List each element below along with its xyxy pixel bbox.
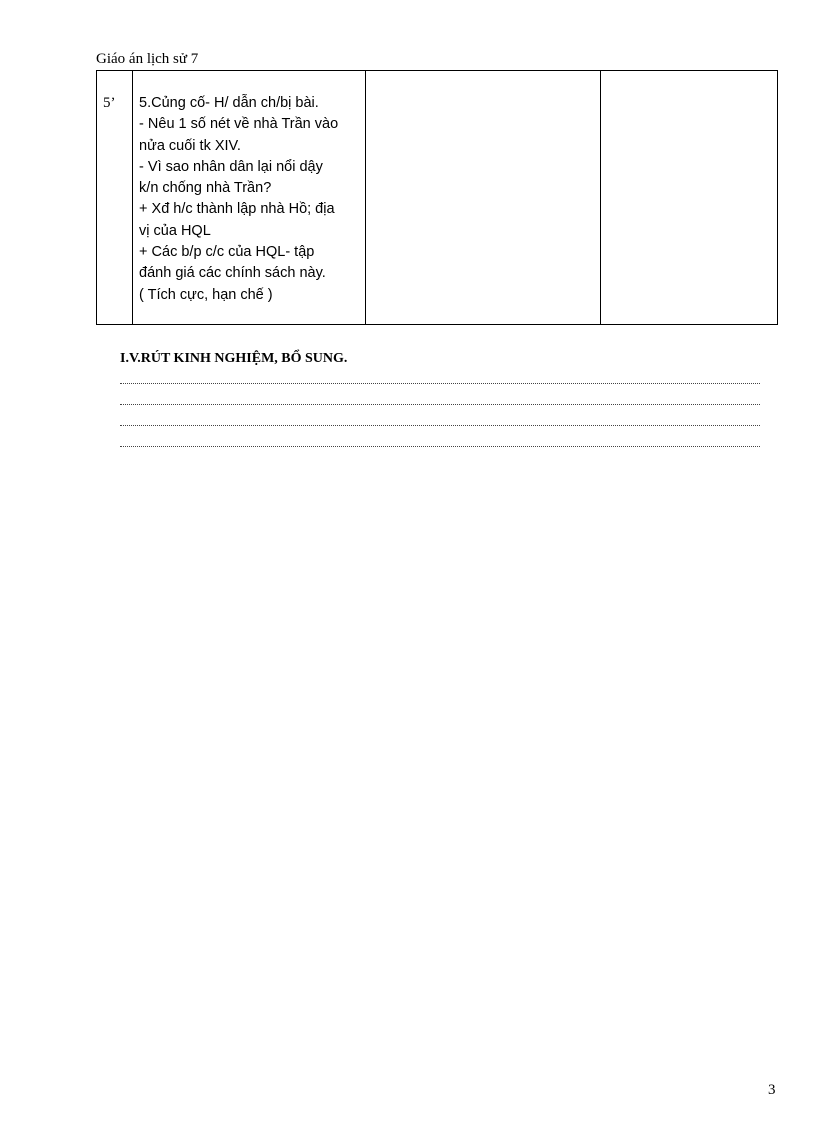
content-line: vị của HQL [139, 222, 211, 239]
content-cell [133, 71, 366, 325]
content-line: - Nêu 1 số nét về nhà Trần vào [139, 116, 339, 133]
content-line: + Xđ h/c thành lập nhà Hồ; địa [139, 201, 335, 218]
content-line: k/n chống nhà Trần? [139, 180, 272, 197]
teacher-activity-cell [366, 71, 600, 325]
content-line: ( Tích cực, hạn chế ) [139, 286, 273, 303]
student-activity-cell [600, 71, 777, 325]
dotted-writing-line [120, 383, 760, 384]
content-line: 5.Củng cố- H/ dẫn ch/bị bài. [139, 95, 319, 111]
content-line: - Vì sao nhân dân lại nổi dậy [139, 158, 323, 175]
content-line: đánh giá các chính sách này. [139, 265, 326, 282]
lesson-plan-table [96, 70, 778, 325]
time-cell: 5’ [97, 71, 133, 325]
table-row [97, 71, 778, 325]
section-heading: I.V.RÚT KINH NGHIỆM, BỔ SUNG. [120, 351, 348, 366]
dotted-writing-line [120, 446, 760, 447]
dotted-writing-line [120, 425, 760, 426]
content-line: nửa cuối tk XIV. [139, 137, 241, 154]
document-header-title: Giáo án lịch sử 7 [96, 51, 199, 67]
page-number: 3 [768, 1082, 776, 1098]
content-line: + Các b/p c/c của HQL- tập [139, 244, 315, 261]
dotted-writing-line [120, 404, 760, 405]
